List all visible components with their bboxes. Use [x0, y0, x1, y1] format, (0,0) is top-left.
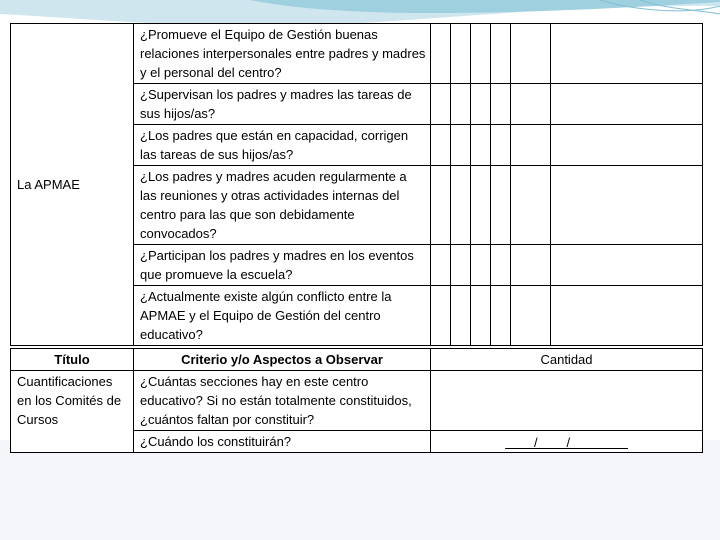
check-cell[interactable] — [491, 24, 511, 84]
check-cell[interactable] — [491, 84, 511, 125]
check-cell[interactable] — [451, 166, 471, 245]
apmae-checklist-table — [10, 23, 703, 346]
header-quantity: Cantidad — [431, 349, 703, 371]
question-cell: ¿Supervisan los padres y madres las tareas de sus hijos/as? — [134, 84, 431, 125]
check-cell[interactable] — [491, 245, 511, 286]
header-title: Título — [11, 349, 134, 371]
header-criteria: Criterio y/o Aspectos a Observar — [134, 349, 431, 371]
check-cell[interactable] — [471, 166, 491, 245]
check-cell[interactable] — [471, 245, 491, 286]
check-cell[interactable] — [471, 84, 491, 125]
check-cell[interactable] — [451, 84, 471, 125]
check-cell[interactable] — [511, 84, 551, 125]
observation-cell[interactable] — [551, 24, 703, 84]
committees-table — [10, 348, 703, 453]
check-cell[interactable] — [471, 125, 491, 166]
question-cell: ¿Los padres y madres acuden regularmente a las reuniones y otras actividades internas del centro para las que son debidamente convocados? — [134, 166, 431, 245]
question-cell: ¿Los padres que están en capacidad, corrigen las tareas de sus hijos/as? — [134, 125, 431, 166]
date-cell[interactable] — [431, 431, 703, 453]
check-cell[interactable] — [471, 286, 491, 346]
observation-cell[interactable] — [551, 286, 703, 346]
question-cell: ¿Promueve el Equipo de Gestión buenas relaciones interpersonales entre padres y madres y el personal del centro? — [134, 24, 431, 84]
table-row — [11, 24, 703, 84]
date-blank-field[interactable]: / / — [505, 435, 628, 450]
topic-cell: La APMAE — [11, 24, 134, 346]
topic-cell: Cuantificaciones en los Comités de Cursos — [11, 371, 134, 453]
observation-cell[interactable] — [551, 166, 703, 245]
check-cell[interactable] — [431, 24, 451, 84]
check-cell[interactable] — [451, 286, 471, 346]
observation-cell[interactable] — [551, 125, 703, 166]
check-cell[interactable] — [491, 125, 511, 166]
check-cell[interactable] — [491, 166, 511, 245]
check-cell[interactable] — [511, 166, 551, 245]
question-cell: ¿Participan los padres y madres en los eventos que promueve la escuela? — [134, 245, 431, 286]
check-cell[interactable] — [511, 245, 551, 286]
check-cell[interactable] — [511, 286, 551, 346]
check-cell[interactable] — [491, 286, 511, 346]
observation-cell[interactable] — [551, 84, 703, 125]
check-cell[interactable] — [431, 84, 451, 125]
check-cell[interactable] — [471, 24, 491, 84]
slide-background — [0, 440, 720, 540]
check-cell[interactable] — [511, 24, 551, 84]
check-cell[interactable] — [431, 286, 451, 346]
check-cell[interactable] — [451, 245, 471, 286]
check-cell[interactable] — [451, 24, 471, 84]
question-cell: ¿Cuántas secciones hay en este centro educativo? Si no están totalmente constituidos, ¿cuántos faltan por constituir? — [134, 371, 431, 431]
quantity-cell[interactable] — [431, 371, 703, 431]
table-row — [11, 371, 703, 431]
check-cell[interactable] — [511, 125, 551, 166]
question-cell: ¿Cuándo los constituirán? — [134, 431, 431, 453]
observation-cell[interactable] — [551, 245, 703, 286]
check-cell[interactable] — [431, 125, 451, 166]
question-cell: ¿Actualmente existe algún conflicto entre la APMAE y el Equipo de Gestión del centro educativo? — [134, 286, 431, 346]
check-cell[interactable] — [451, 125, 471, 166]
check-cell[interactable] — [431, 245, 451, 286]
table-header-row — [11, 349, 703, 371]
check-cell[interactable] — [431, 166, 451, 245]
